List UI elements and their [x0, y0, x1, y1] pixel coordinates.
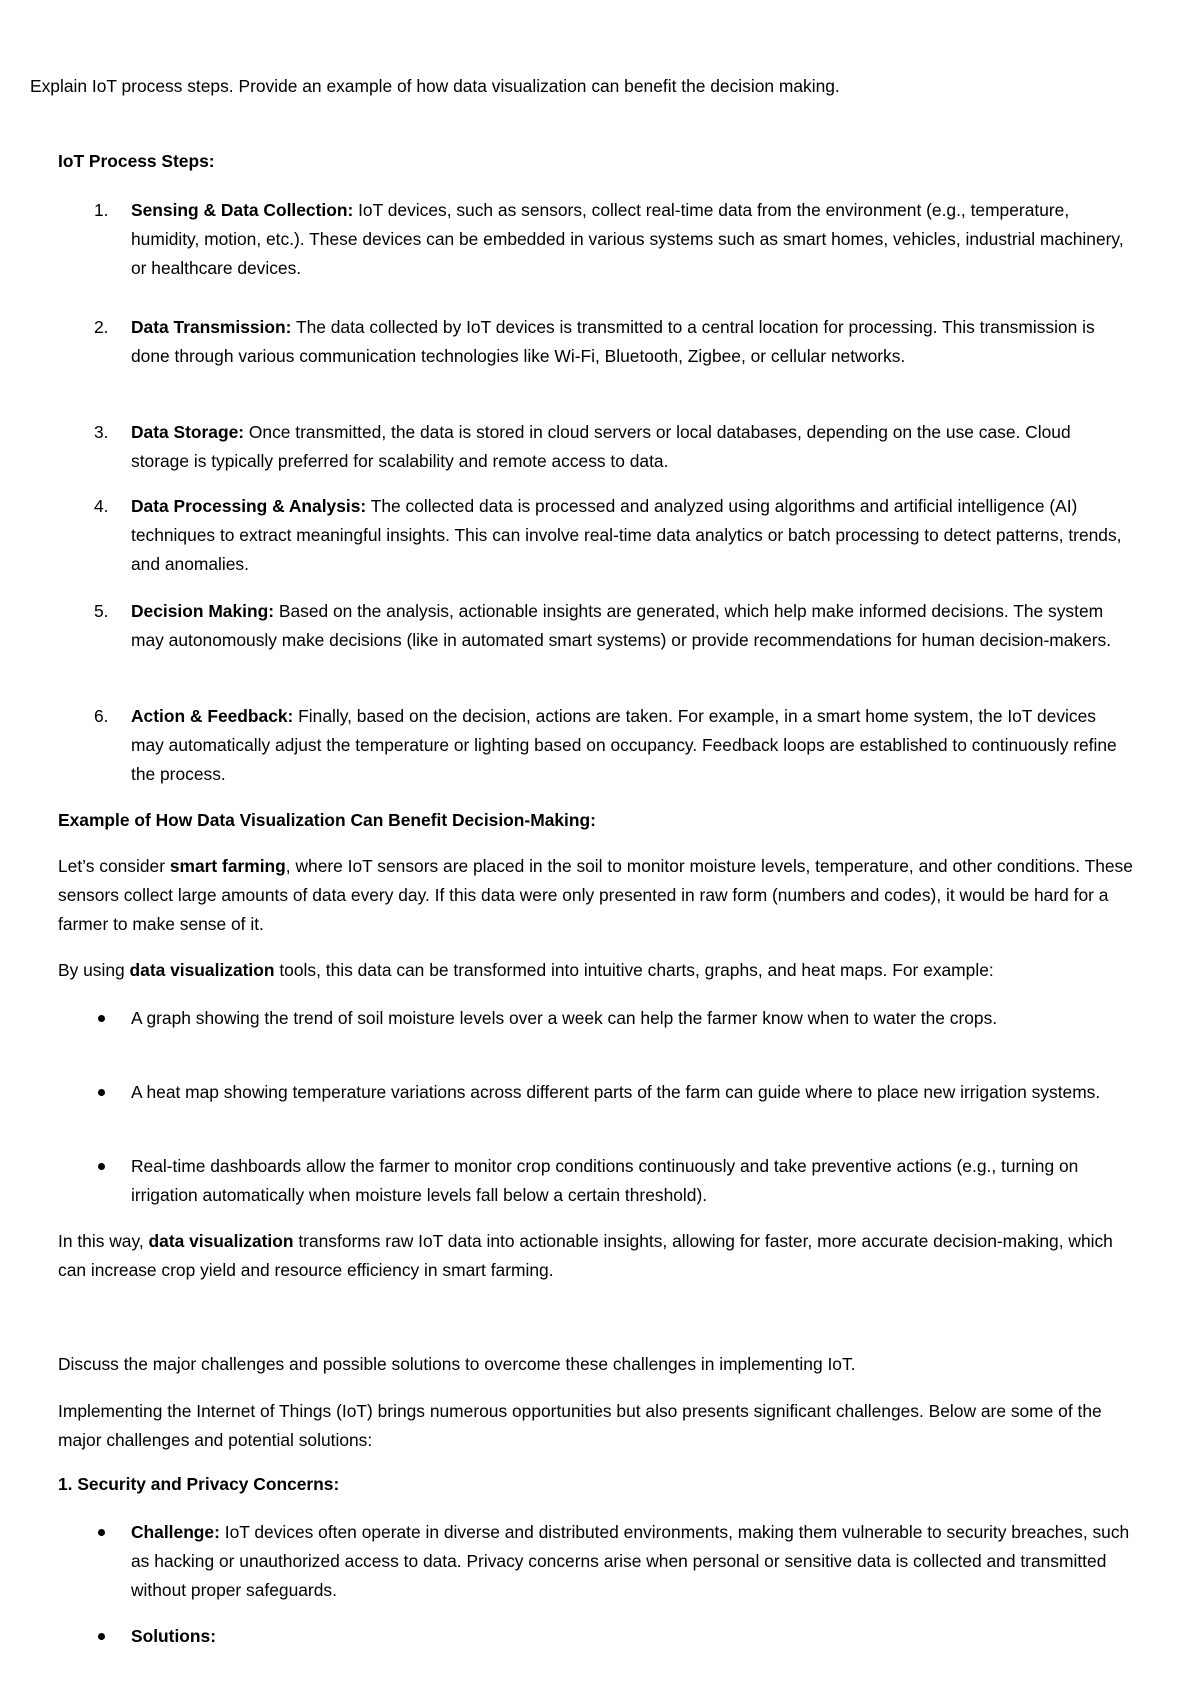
section-heading-iot-process-steps: IoT Process Steps:: [58, 151, 215, 171]
bullet-text: IoT devices often operate in diverse and distributed environments, making them vulnerable to security breaches, such as hacking or unauthorized access to data. Privacy concerns arise when personal or sensitive data is collected and transmitted without proper safeguards.: [131, 1522, 1130, 1600]
bullet-icon: [98, 1163, 105, 1170]
paragraph-text: By using: [58, 960, 130, 980]
paragraph-bold-text: smart farming: [169, 856, 286, 876]
paragraph-text: In this way,: [58, 1231, 149, 1251]
paragraph-intro-challenges: Implementing the Internet of Things (IoT) brings numerous opportunities but also presents significant challenges. Below are some of the major challenges and potential solutions:: [58, 1401, 1102, 1450]
step-title: Sensing & Data Collection:: [131, 200, 354, 220]
step-title: Decision Making:: [131, 601, 275, 621]
paragraph-text: Let’s consider: [58, 856, 170, 876]
paragraph-smart-farming: [58, 852, 1143, 939]
section-heading-data-visualization: Example of How Data Visualization Can Benefit Decision-Making:: [58, 810, 596, 830]
bullet-title: Challenge:: [131, 1522, 220, 1542]
bullet-icon: [98, 1089, 105, 1096]
step-text: Once transmitted, the data is stored in cloud servers or local databases, depending on the use case. Cloud storage is typically preferred for scalability and remote access to data.: [131, 422, 1071, 471]
challenge-heading-security-privacy: 1. Security and Privacy Concerns:: [58, 1474, 340, 1494]
bullet-icon: [98, 1529, 105, 1536]
paragraph-bold-text: data visualization: [129, 960, 275, 980]
question-2: Discuss the major challenges and possible solutions to overcome these challenges in implementing IoT.: [58, 1354, 856, 1374]
question-1: Explain IoT process steps. Provide an example of how data visualization can benefit the decision making.: [30, 76, 840, 96]
paragraph-text: tools, this data can be transformed into intuitive charts, graphs, and heat maps. For example:: [274, 960, 994, 980]
step-text: The collected data is processed and analyzed using algorithms and artificial intelligence (AI) techniques to extract meaningful insights. This can involve real-time data analytics or batch processing to detect patterns, trends, and anomalies.: [131, 496, 1122, 574]
step-text: Based on the analysis, actionable insights are generated, which help make informed decisions. The system may autonomously make decisions (like in automated smart systems) or provide recommendations for human decision-makers.: [131, 601, 1112, 650]
bullet-text: Real-time dashboards allow the farmer to monitor crop conditions continuously and take preventive actions (e.g., turning on irrigation automatically when moisture levels fall below a certain threshold).: [131, 1156, 1079, 1205]
bullet-title: Solutions:: [131, 1626, 217, 1646]
step-number: 2.: [94, 317, 109, 337]
step-number: 4.: [94, 496, 109, 516]
bullet-text: A heat map showing temperature variations across different parts of the farm can guide where to place new irrigation systems.: [131, 1082, 1101, 1102]
paragraph-bold-text: data visualization: [148, 1231, 294, 1251]
paragraph-data-visualization-tools: [58, 956, 1158, 985]
paragraph-conclusion: [58, 1227, 1143, 1285]
bullet-icon: [98, 1633, 105, 1640]
bullet-text: A graph showing the trend of soil moisture levels over a week can help the farmer know when to water the crops.: [131, 1008, 998, 1028]
step-title: Data Transmission:: [131, 317, 292, 337]
step-text: Finally, based on the decision, actions are taken. For example, in a smart home system, the IoT devices may automatically adjust the temperature or lighting based on occupancy. Feedback loops are established to continuously refine the process.: [131, 706, 1117, 784]
step-title: Data Processing & Analysis:: [131, 496, 367, 516]
step-text: The data collected by IoT devices is transmitted to a central location for processing. This transmission is done through various communication technologies like Wi-Fi, Bluetooth, Zigbee, or cellular networks.: [131, 317, 1095, 366]
step-number: 3.: [94, 422, 109, 442]
step-title: Data Storage:: [131, 422, 245, 442]
bullet-icon: [98, 1015, 105, 1022]
step-title: Action & Feedback:: [131, 706, 294, 726]
step-number: 6.: [94, 706, 109, 726]
paragraph-text: transforms raw IoT data into actionable insights, allowing for faster, more accurate decision-making, which can increase crop yield and resource efficiency in smart farming.: [58, 1231, 1113, 1280]
step-number: 5.: [94, 601, 109, 621]
step-text: IoT devices, such as sensors, collect real-time data from the environment (e.g., temperature, humidity, motion, etc.). These devices can be embedded in various systems such as smart homes, vehicles, industrial machinery, or healthcare devices.: [131, 200, 1124, 278]
paragraph-text: , where IoT sensors are placed in the soil to monitor moisture levels, temperature, and other conditions. These sensors collect large amounts of data every day. If this data were only presented in raw form (numbers and codes), it would be hard for a farmer to make sense of it.: [58, 856, 1133, 934]
step-number: 1.: [94, 200, 109, 220]
